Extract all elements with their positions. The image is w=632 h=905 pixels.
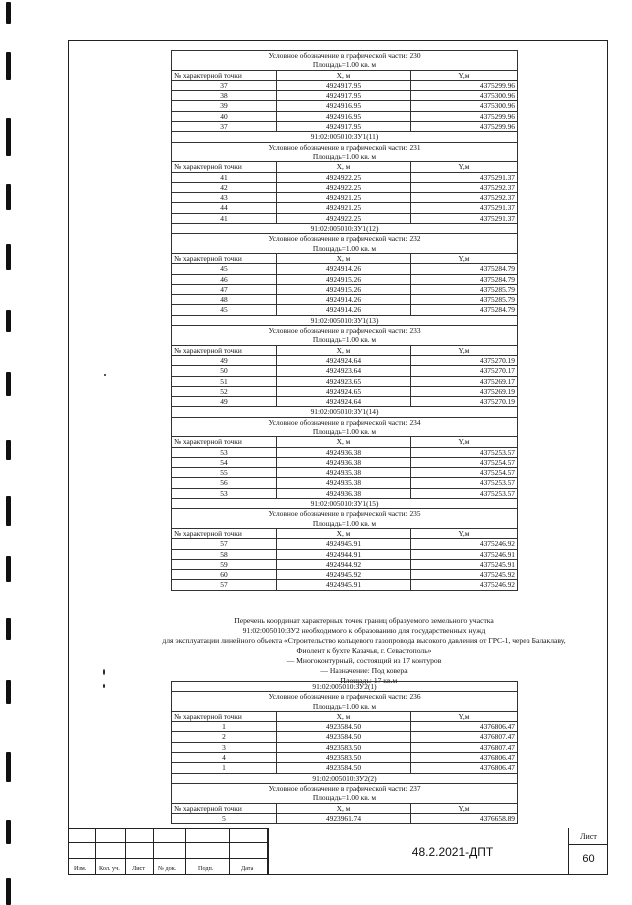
designation-label: Условное обозначение в графической части: 235 [172, 509, 518, 519]
point-number: 1 [172, 722, 277, 732]
header-y: Y,м [411, 253, 518, 263]
zone-label: 91:02:005010:ЗУ1(14) [172, 407, 518, 417]
point-number: 53 [172, 488, 277, 498]
zone-row [172, 773, 518, 783]
y-coordinate: 4375253.57 [411, 488, 518, 498]
y-coordinate: 4375299.96 [411, 111, 518, 121]
coordinates-table-continued [171, 50, 517, 591]
header-x: X, м [277, 70, 411, 80]
perechen-contours: — Многоконтурный, состоящий из 17 контуров [286, 656, 442, 665]
area-row [172, 60, 518, 70]
point-number: 51 [172, 376, 277, 386]
x-coordinate: 4924916.95 [277, 101, 411, 111]
x-coordinate: 4924917.95 [277, 122, 411, 132]
x-coordinate: 4924945.91 [277, 539, 411, 549]
area-label: Площадь=1.00 кв. м [172, 335, 518, 345]
stamp-data: Дата [241, 865, 254, 872]
y-coordinate: 4375254.57 [411, 468, 518, 478]
header-point: № характерной точки [172, 70, 277, 80]
stamp-podp: Подп. [198, 865, 214, 872]
x-coordinate: 4924921.25 [277, 203, 411, 213]
x-coordinate: 4924923.65 [277, 376, 411, 386]
area-label: Площадь=1.00 кв. м [172, 244, 518, 254]
y-coordinate: 4375292.37 [411, 182, 518, 192]
point-number: 54 [172, 457, 277, 467]
x-coordinate: 4924914.26 [277, 295, 411, 305]
binding-mark [6, 680, 11, 704]
x-coordinate: 4924914.26 [277, 264, 411, 274]
perechen-purpose: для эксплуатации линейного объекта «Строительство кольцевого газопровода высокого давления от ГРС-1, через Балаклаву, [162, 636, 566, 645]
x-coordinate: 4924917.95 [277, 91, 411, 101]
x-coordinate: 4924922.25 [277, 172, 411, 182]
x-coordinate: 4923583.50 [277, 753, 411, 763]
table-header-row [172, 345, 518, 355]
table-row [172, 295, 518, 305]
point-number: 3 [172, 742, 277, 752]
table-header-row [172, 711, 518, 721]
header-point: № характерной точки [172, 345, 277, 355]
header-x: X, м [277, 253, 411, 263]
x-coordinate: 4923584.50 [277, 732, 411, 742]
binding-mark [6, 752, 11, 782]
binding-mark [6, 556, 11, 582]
y-coordinate: 4375254.57 [411, 457, 518, 467]
header-y: Y,м [411, 345, 518, 355]
binding-mark [6, 118, 11, 156]
point-number: 55 [172, 468, 277, 478]
designation-label: Условное обозначение в графической части: 232 [172, 234, 518, 244]
header-x: X, м [277, 345, 411, 355]
area-row [172, 793, 518, 803]
point-number: 5 [172, 813, 277, 823]
zone-label: 91:02:005010:ЗУ1(15) [172, 499, 518, 509]
y-coordinate: 4376807.47 [411, 732, 518, 742]
header-x: X, м [277, 711, 411, 721]
table-row [172, 570, 518, 580]
table-header-row [172, 70, 518, 80]
x-coordinate: 4924921.25 [277, 193, 411, 203]
zone-row [172, 315, 518, 325]
area-row [172, 244, 518, 254]
x-coordinate: 4924935.38 [277, 468, 411, 478]
stamp-izm: Изм. [74, 865, 87, 872]
table-header-row [172, 253, 518, 263]
x-coordinate: 4924917.95 [277, 80, 411, 90]
designation-row [172, 783, 518, 793]
designation-label: Условное обозначение в графической части: 230 [172, 51, 518, 61]
table-row [172, 753, 518, 763]
point-number: 49 [172, 355, 277, 365]
x-coordinate: 4924935.38 [277, 478, 411, 488]
header-y: Y,м [411, 803, 518, 813]
table-row [172, 457, 518, 467]
point-number: 48 [172, 295, 277, 305]
point-number: 57 [172, 539, 277, 549]
area-row [172, 427, 518, 437]
designation-label: Условное обозначение в графической части: 234 [172, 417, 518, 427]
point-number: 37 [172, 122, 277, 132]
binding-mark [6, 372, 11, 396]
y-coordinate: 4375300.96 [411, 101, 518, 111]
x-coordinate: 4924944.92 [277, 559, 411, 569]
x-coordinate: 4924936.38 [277, 447, 411, 457]
zone-row [172, 132, 518, 142]
stamp-list: Лист [132, 865, 145, 872]
point-number: 45 [172, 264, 277, 274]
table-header-row [172, 162, 518, 172]
y-coordinate: 4376806.47 [411, 763, 518, 773]
perechen-location: Фиолент к бухте Казачья, г. Севастополь» [296, 646, 432, 655]
designation-label: Условное обозначение в графической части: 231 [172, 142, 518, 152]
header-y: Y,м [411, 711, 518, 721]
designation-row [172, 142, 518, 152]
point-number: 46 [172, 274, 277, 284]
table-header-row [172, 437, 518, 447]
point-number: 40 [172, 111, 277, 121]
table-row [172, 193, 518, 203]
table-header-row [172, 803, 518, 813]
y-coordinate: 4375291.37 [411, 172, 518, 182]
zone-label: 91:02:005010:ЗУ2(2) [172, 773, 518, 783]
x-coordinate: 4924915.26 [277, 284, 411, 294]
coordinates-table-zu2 [171, 681, 517, 824]
binding-mark [6, 618, 11, 640]
y-coordinate: 4375253.57 [411, 478, 518, 488]
y-coordinate: 4375285.79 [411, 284, 518, 294]
stamp-kol-uch: Кол. уч. [99, 865, 120, 872]
designation-label: Условное обозначение в графической части: 233 [172, 326, 518, 336]
point-number: 58 [172, 549, 277, 559]
binding-mark [6, 820, 11, 844]
x-coordinate: 4923583.50 [277, 742, 411, 752]
binding-mark [6, 52, 11, 80]
area-label: Площадь=1.00 кв. м [172, 427, 518, 437]
area-label: Площадь=1.00 кв. м [172, 793, 518, 803]
title-block [68, 828, 608, 875]
point-number: 59 [172, 559, 277, 569]
designation-label: Условное обозначение в графической части: 236 [172, 692, 518, 702]
table-row [172, 447, 518, 457]
table-row [172, 264, 518, 274]
x-coordinate: 4924945.91 [277, 580, 411, 590]
area-label: Площадь=1.00 кв. м [172, 702, 518, 712]
x-coordinate: 4924945.92 [277, 570, 411, 580]
table-row [172, 122, 518, 132]
y-coordinate: 4375299.96 [411, 80, 518, 90]
y-coordinate: 4375269.17 [411, 376, 518, 386]
table-row [172, 722, 518, 732]
y-coordinate: 4376806.47 [411, 722, 518, 732]
header-x: X, м [277, 528, 411, 538]
zone-row [172, 682, 518, 692]
table-row [172, 101, 518, 111]
sheet-number: 60 [582, 853, 595, 865]
x-coordinate: 4924914.26 [277, 305, 411, 315]
table-header-row [172, 528, 518, 538]
x-coordinate: 4924915.26 [277, 274, 411, 284]
zone-label: 91:02:005010:ЗУ2(1) [172, 682, 518, 692]
point-number: 43 [172, 193, 277, 203]
point-number: 41 [172, 213, 277, 223]
designation-row [172, 692, 518, 702]
x-coordinate: 4924916.95 [277, 111, 411, 121]
y-coordinate: 4375291.37 [411, 213, 518, 223]
zone-label: 91:02:005010:ЗУ1(12) [172, 224, 518, 234]
designation-row [172, 417, 518, 427]
point-number: 44 [172, 203, 277, 213]
table-row [172, 742, 518, 752]
designation-row [172, 51, 518, 61]
table-row [172, 91, 518, 101]
table-row [172, 80, 518, 90]
point-number: 2 [172, 732, 277, 742]
document-code: 48.2.2021-ДПТ [268, 828, 632, 875]
table-row [172, 559, 518, 569]
table-row [172, 539, 518, 549]
sheet-label: Лист [569, 828, 608, 845]
y-coordinate: 4375299.96 [411, 122, 518, 132]
coordinates-table [171, 50, 518, 591]
y-coordinate: 4375284.79 [411, 305, 518, 315]
point-number: 47 [172, 284, 277, 294]
table-row [172, 813, 518, 823]
y-coordinate: 4375270.19 [411, 397, 518, 407]
y-coordinate: 4375284.79 [411, 274, 518, 284]
table-row [172, 284, 518, 294]
y-coordinate: 4375284.79 [411, 264, 518, 274]
y-coordinate: 4375300.96 [411, 91, 518, 101]
y-coordinate: 4375246.92 [411, 580, 518, 590]
table-row [172, 763, 518, 773]
header-y: Y,м [411, 162, 518, 172]
x-coordinate: 4923584.50 [277, 722, 411, 732]
header-x: X, м [277, 437, 411, 447]
y-coordinate: 4375270.17 [411, 366, 518, 376]
y-coordinate: 4375253.57 [411, 447, 518, 457]
binding-mark [6, 440, 11, 460]
y-coordinate: 4376658.89 [411, 813, 518, 823]
table-row [172, 549, 518, 559]
x-coordinate: 4924922.25 [277, 213, 411, 223]
y-coordinate: 4375269.19 [411, 386, 518, 396]
point-number: 38 [172, 91, 277, 101]
designation-row [172, 509, 518, 519]
binding-mark [6, 310, 11, 332]
zone-label: 91:02:005010:ЗУ1(13) [172, 315, 518, 325]
area-label: Площадь=1.00 кв. м [172, 60, 518, 70]
table-row [172, 203, 518, 213]
header-point: № характерной точки [172, 711, 277, 721]
binding-mark [6, 496, 11, 526]
point-number: 45 [172, 305, 277, 315]
area-row [172, 519, 518, 529]
point-number: 4 [172, 753, 277, 763]
point-number: 1 [172, 763, 277, 773]
x-coordinate: 4923584.50 [277, 763, 411, 773]
table-row [172, 468, 518, 478]
zone-row [172, 224, 518, 234]
x-coordinate: 4924936.38 [277, 457, 411, 467]
table-row [172, 366, 518, 376]
point-number: 60 [172, 570, 277, 580]
area-row [172, 702, 518, 712]
area-row [172, 152, 518, 162]
x-coordinate: 4924922.25 [277, 182, 411, 192]
zone-row [172, 407, 518, 417]
y-coordinate: 4375285.79 [411, 295, 518, 305]
table-row [172, 111, 518, 121]
x-coordinate: 4923961.74 [277, 813, 411, 823]
header-x: X, м [277, 162, 411, 172]
table-row [172, 376, 518, 386]
perechen-header [150, 616, 578, 686]
header-point: № характерной точки [172, 253, 277, 263]
header-y: Y,м [411, 437, 518, 447]
area-row [172, 335, 518, 345]
header-point: № характерной точки [172, 528, 277, 538]
point-number: 42 [172, 182, 277, 192]
point-number: 57 [172, 580, 277, 590]
x-coordinate: 4924936.38 [277, 488, 411, 498]
area-label: Площадь=1.00 кв. м [172, 152, 518, 162]
perechen-title: Перечень координат характерных точек границ образуемого земельного участка [234, 616, 494, 625]
binding-mark [6, 184, 11, 210]
point-number: 41 [172, 172, 277, 182]
y-coordinate: 4375291.37 [411, 203, 518, 213]
point-number: 56 [172, 478, 277, 488]
header-y: Y,м [411, 528, 518, 538]
table-row [172, 355, 518, 365]
table-row [172, 213, 518, 223]
x-coordinate: 4924924.64 [277, 355, 411, 365]
header-x: X, м [277, 803, 411, 813]
x-coordinate: 4924924.64 [277, 397, 411, 407]
header-y: Y,м [411, 70, 518, 80]
binding-mark [6, 244, 11, 270]
header-point: № характерной точки [172, 803, 277, 813]
point-number: 37 [172, 80, 277, 90]
perechen-area: — Площадь: 17 кв.м [330, 676, 398, 685]
table-row [172, 305, 518, 315]
point-number: 49 [172, 397, 277, 407]
designation-label: Условное обозначение в графической части: 237 [172, 783, 518, 793]
table-row [172, 386, 518, 396]
perechen-designation: — Назначение: Под ковера [320, 666, 408, 675]
sheet-cell [568, 828, 608, 875]
table-row [172, 397, 518, 407]
x-coordinate: 4924924.65 [277, 386, 411, 396]
binding-mark [6, 2, 11, 24]
table-row [172, 182, 518, 192]
table-row [172, 488, 518, 498]
table-row [172, 172, 518, 182]
y-coordinate: 4375245.91 [411, 559, 518, 569]
point-number: 52 [172, 386, 277, 396]
stamp-n-dok: № док. [158, 865, 177, 872]
header-point: № характерной точки [172, 437, 277, 447]
designation-row [172, 234, 518, 244]
y-coordinate: 4376807.47 [411, 742, 518, 752]
zone-row [172, 499, 518, 509]
y-coordinate: 4375270.19 [411, 355, 518, 365]
y-coordinate: 4375246.92 [411, 539, 518, 549]
table-row [172, 478, 518, 488]
binding-mark [6, 878, 11, 905]
perechen-parcel: 91:02:005010:ЗУ2 необходимого к образованию для государственных нужд [242, 626, 486, 635]
header-point: № характерной точки [172, 162, 277, 172]
y-coordinate: 4375246.91 [411, 549, 518, 559]
table-row [172, 732, 518, 742]
table-row [172, 274, 518, 284]
designation-row [172, 326, 518, 336]
revision-grid [68, 828, 268, 875]
y-coordinate: 4375292.37 [411, 193, 518, 203]
point-number: 53 [172, 447, 277, 457]
y-coordinate: 4376806.47 [411, 753, 518, 763]
point-number: 39 [172, 101, 277, 111]
zone-label: 91:02:005010:ЗУ1(11) [172, 132, 518, 142]
x-coordinate: 4924923.64 [277, 366, 411, 376]
x-coordinate: 4924944.91 [277, 549, 411, 559]
coordinates-table [171, 681, 518, 824]
area-label: Площадь=1.00 кв. м [172, 519, 518, 529]
point-number: 50 [172, 366, 277, 376]
table-row [172, 580, 518, 590]
y-coordinate: 4375245.92 [411, 570, 518, 580]
